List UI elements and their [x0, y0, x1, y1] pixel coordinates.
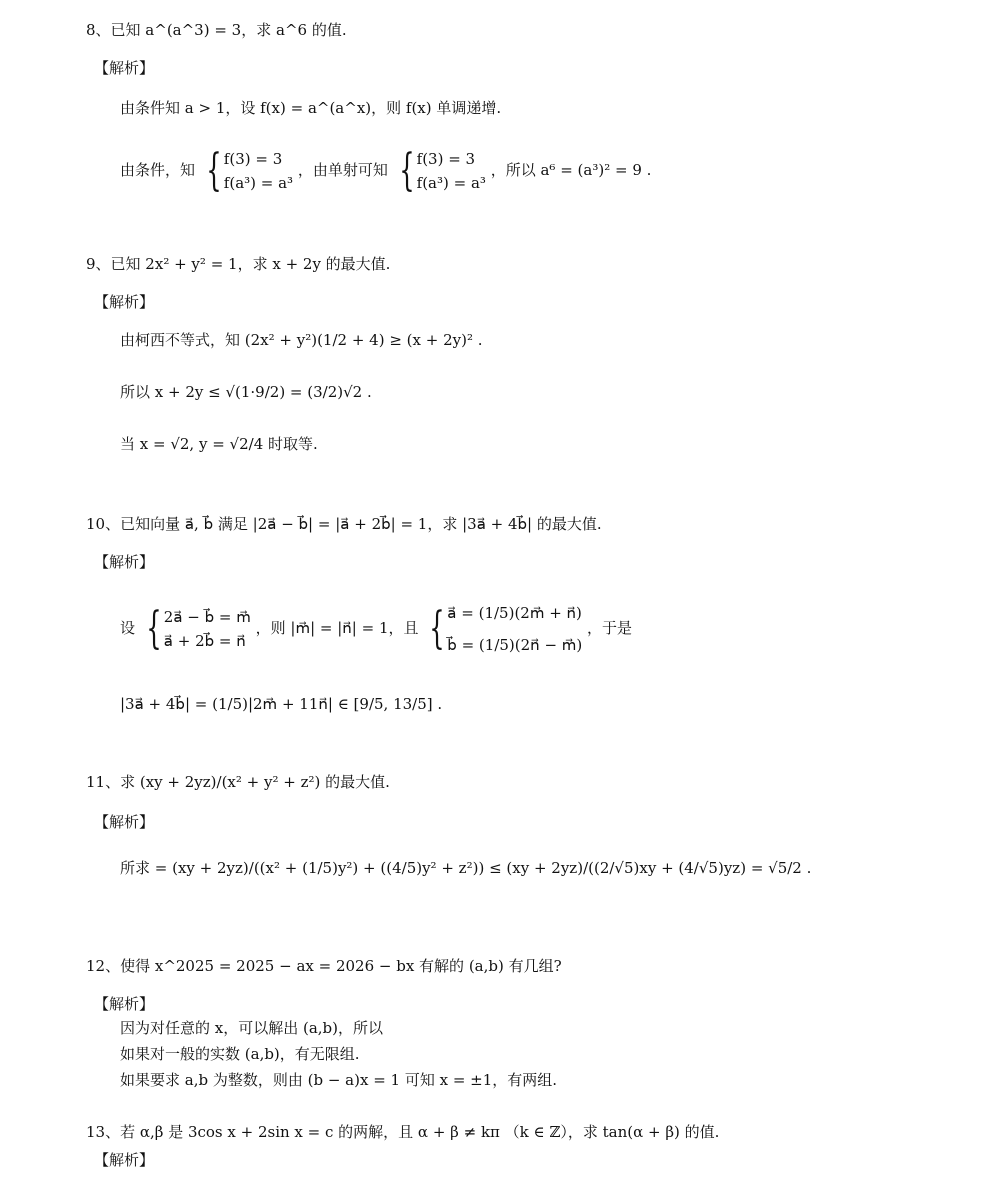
q10-step1-mid: ，则 |m⃗| = |n⃗| = 1，且 [255, 619, 419, 637]
q8-sys-a-row1: f(3) = 3 [223, 150, 283, 168]
q12-step3: 如果要求 a,b 为整数，则由 (b − a)x = 1 可知 x = ±1，有两组. [120, 1071, 558, 1089]
left-brace-icon: { [398, 145, 415, 196]
q10-title: 10、已知向量 a⃗, b⃗ 满足 |2a⃗ − b⃗| = |a⃗ + 2b⃗| = 1，求 |3a⃗ + 4b⃗| 的最大值. [86, 515, 602, 533]
q10-label: 【解析】 [94, 553, 155, 571]
q8-sys-a-row2: f(a³) = a³ [223, 174, 294, 192]
q10-system-1 [140, 603, 251, 654]
q12-step1: 因为对任意的 x，可以解出 (a,b)，所以 [120, 1019, 384, 1037]
q8-step2-post: ，所以 a⁶ = (a³)² = 9 . [490, 161, 652, 179]
q8-title: 8、已知 a^(a^3) = 3，求 a^6 的值. [86, 21, 347, 39]
q8-step2-pre: 由条件，知 [120, 161, 196, 179]
q9-step1: 由柯西不等式，知 (2x² + y²)(1/2 + 4) ≥ (x + 2y)² . [120, 331, 483, 349]
q10-system-2 [423, 604, 582, 654]
q13-title: 13、若 α,β 是 3cos x + 2sin x = c 的两解，且 α + β ≠ kπ （k ∈ ℤ），求 tan(α + β) 的值. [86, 1123, 720, 1141]
left-brace-icon: { [429, 603, 445, 654]
q11-step1: 所求 = (xy + 2yz)/((x² + (1/5)y²) + ((4/5)y² + z²)) ≤ (xy + 2yz)/((2/√5)xy + (4/√5)yz) = √5/2 . [120, 859, 812, 877]
left-brace-icon: { [146, 603, 162, 654]
q12-title: 12、使得 x^2025 = 2025 − ax = 2026 − bx 有解的 (a,b) 有几组? [86, 957, 562, 975]
q8-sys-b-row2: f(a³) = a³ [416, 174, 486, 192]
q8-step2-mid: ，由单射可知 [297, 161, 388, 179]
q10-sys1-row1: 2a⃗ − b⃗ = m⃗ [163, 608, 251, 626]
q10-sys2-row2: b⃗ = (1/5)(2n⃗ − m⃗) [447, 636, 583, 654]
q9-step3: 当 x = √2, y = √2/4 时取等. [120, 435, 318, 453]
q8-system-a [200, 145, 294, 196]
q10-sys2-row1: a⃗ = (1/5)(2m⃗ + n⃗) [447, 604, 582, 622]
q10-step1-post: ，于是 [587, 619, 633, 637]
q8-step1: 由条件知 a > 1，设 f(x) = a^(a^x)，则 f(x) 单调递增. [120, 99, 502, 117]
q12-step2: 如果对一般的实数 (a,b)，有无限组. [120, 1045, 360, 1063]
q8-label: 【解析】 [94, 59, 155, 77]
q9-title: 9、已知 2x² + y² = 1，求 x + 2y 的最大值. [86, 255, 391, 273]
q11-label: 【解析】 [94, 813, 155, 831]
q9-label: 【解析】 [94, 293, 155, 311]
q8-step2 [120, 146, 651, 194]
q12-label: 【解析】 [94, 995, 155, 1013]
q10-step1-pre: 设 [120, 619, 136, 637]
q10-sys1-row2: a⃗ + 2b⃗ = n⃗ [163, 632, 246, 650]
q9-step2: 所以 x + 2y ≤ √(1·9/2) = (3/2)√2 . [120, 383, 372, 401]
q11-title: 11、求 (xy + 2yz)/(x² + y² + z²) 的最大值. [86, 773, 390, 791]
q8-system-b [393, 145, 486, 196]
q10-step2: |3a⃗ + 4b⃗| = (1/5)|2m⃗ + 11n⃗| ∈ [9/5, 13/5] . [120, 695, 443, 713]
q8-sys-b-row1: f(3) = 3 [416, 150, 476, 168]
left-brace-icon: { [206, 145, 222, 196]
q13-label: 【解析】 [94, 1151, 155, 1169]
q10-step1 [120, 604, 632, 654]
